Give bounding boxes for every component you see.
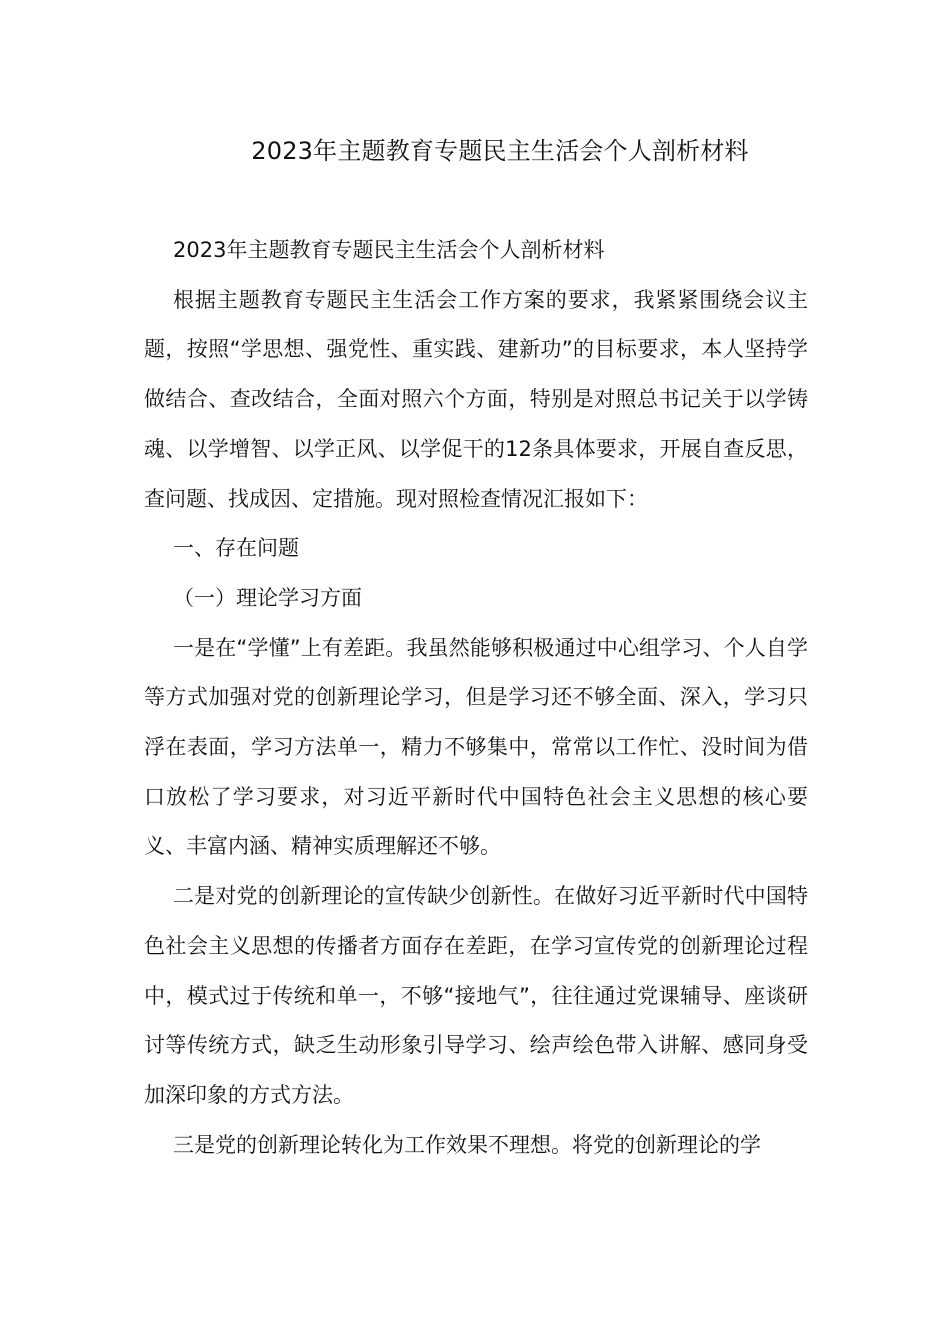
body-paragraph-point-1: 一是在“学懂”上有差距。我虽然能够积极通过中心组学习、个人自学等方式加强对党的创新理论学习，但是学习还不够全面、深入，学习只浮在表面，学习方法单一，精力不够集中，常常以工作忙、没时间为借口放松了学习要求，对习近平新时代中国特色社会主义思想的核心要义、丰富内涵、精神实质理解还不够。 — [144, 635, 808, 859]
document-body — [144, 226, 808, 1170]
body-paragraph-subtitle: 2023年主题教育专题民主生活会个人剖析材料 — [173, 238, 605, 262]
body-paragraph-intro: 根据主题教育专题民主生活会工作方案的要求，我紧紧围绕会议主题，按照“学思想、强党性、重实践、建新功”的目标要求，本人坚持学做结合、查改结合，全面对照六个方面，特别是对照总书记关于以学铸魂、以学增智、以学正风、以学促干的12条具体要求，开展自查反思，查问题、找成因、定措施。现对照检查情况汇报如下： — [144, 287, 808, 511]
document-title: 2023年主题教育专题民主生活会个人剖析材料 — [251, 137, 749, 165]
subsection-heading-theory-study: （一）理论学习方面 — [173, 585, 362, 610]
section-heading-problems: 一、存在问题 — [173, 536, 299, 561]
body-paragraph-point-3: 三是党的创新理论转化为工作效果不理想。将党的创新理论的学 — [173, 1132, 761, 1157]
body-paragraph-point-2: 二是对党的创新理论的宣传缺少创新性。在做好习近平新时代中国特色社会主义思想的传播者方面存在差距，在学习宣传党的创新理论过程中，模式过于传统和单一，不够“接地气”，往往通过党课辅导、座谈研讨等传统方式，缺乏生动形象引导学习、绘声绘色带入讲解、感同身受加深印象的方式方法。 — [144, 884, 808, 1107]
